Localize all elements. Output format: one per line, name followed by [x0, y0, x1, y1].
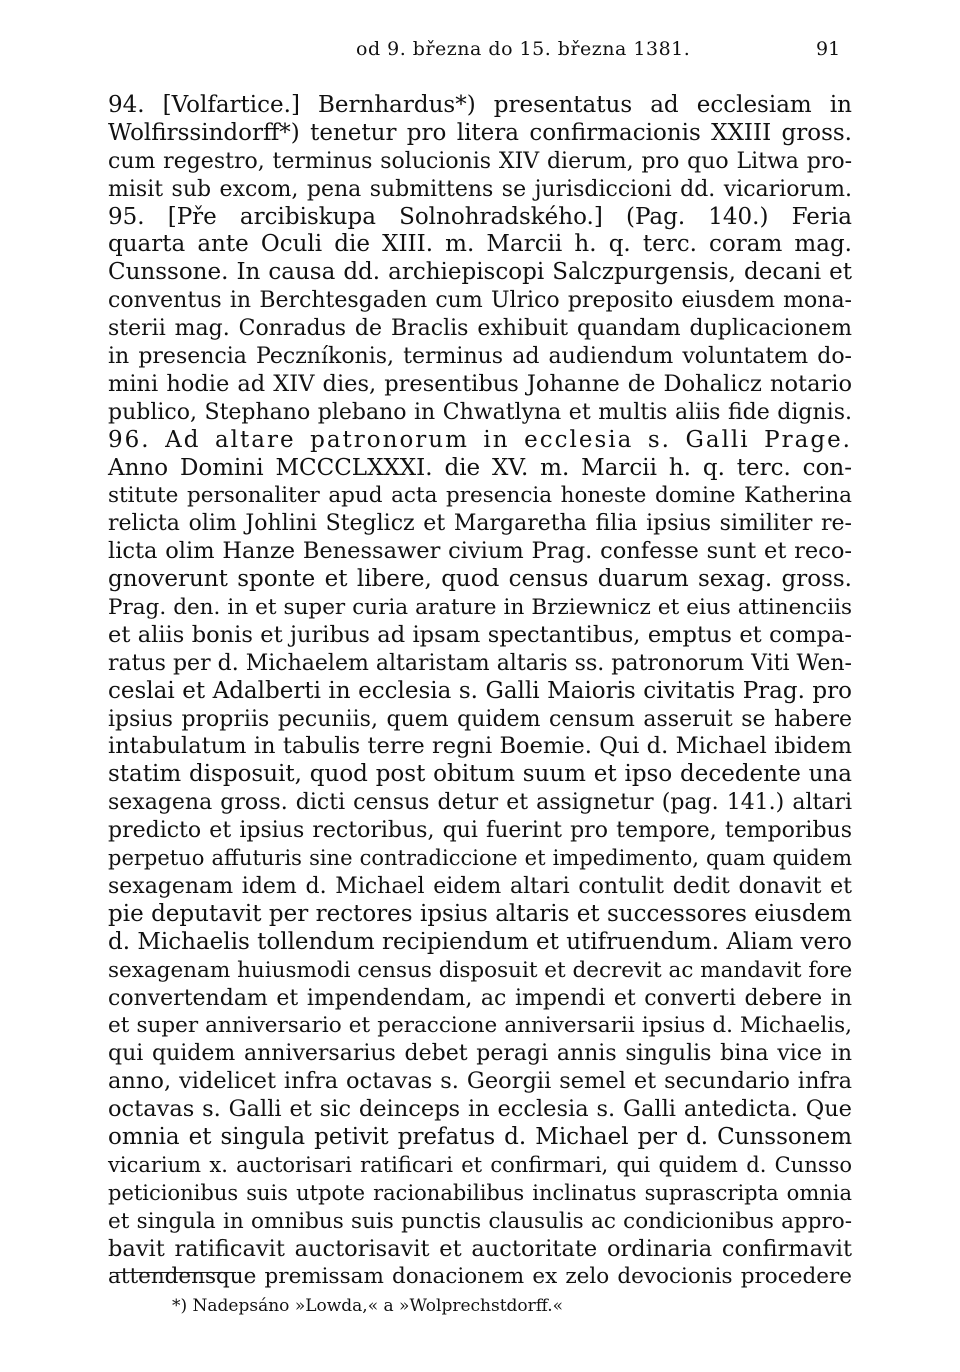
text-line: statim disposuit, quod post obitum suum et ipso decedente una: [108, 761, 852, 788]
section-heading-line: 96. Ad altare patronorum in ecclesia s. Galli Prage.: [108, 426, 852, 453]
text-line: misit sub excom, pena submittens se jurisdiccioni dd. vicariorum.: [108, 176, 852, 202]
text-line: 94. [Volfartice.] Bernhardus*) presentatus ad ecclesiam in: [108, 92, 852, 118]
text-line: Prag. den. in et super curia arature in Brziewnicz et eius attinenciis: [108, 595, 852, 621]
text-line: vicarium x. auctorisari ratificari et confirmari, qui quidem d. Cunsso: [108, 1152, 852, 1177]
text-line: pie deputavit per rectores ipsius altaris et successores eiusdem: [108, 900, 852, 927]
text-line: et singula in omnibus suis punctis clausulis ac condicionibus appro-: [108, 1208, 852, 1234]
text-line: conventus in Berchtesgaden cum Ulrico preposito eiusdem mona-: [108, 288, 852, 314]
text-line: sexagena gross. dicti census detur et assignetur (pag. 141.) altari: [108, 790, 852, 816]
text-line: Cunssone. In causa dd. archiepiscopi Salczpurgensis, decani et: [108, 259, 852, 286]
text-line: Anno Domini MCCCLXXXI. die XV. m. Marcii h. q. terc. con-: [108, 454, 852, 481]
text-line: quarta ante Oculi die XIII. m. Marcii h. q. terc. coram mag.: [108, 231, 852, 258]
footnote-rule: [110, 1272, 236, 1273]
text-line: mini hodie ad XIV dies, presentibus Johanne de Dohalicz notario: [108, 370, 852, 397]
text-line: 95. [Pře arcibiskupa Solnohradského.] (Pag. 140.) Feria: [108, 203, 852, 230]
text-line: in presencia Peczníkonis, terminus ad audiendum voluntatem do-: [108, 344, 852, 370]
text-line: Wolfirssindorff*) tenetur pro litera confirmacionis XXIII gross.: [108, 119, 852, 146]
text-line: publico, Stephano plebano in Chwatlyna et multis aliis fide dignis.: [108, 399, 852, 425]
text-line: d. Michaelis tollendum recipiendum et utifruendum. Aliam vero: [108, 928, 852, 955]
text-line: licta olim Hanze Benessawer civium Prag. confesse sunt et reco-: [108, 538, 852, 565]
text-line: octavas s. Galli et sic deinceps in ecclesia s. Galli antedicta. Que: [108, 1096, 852, 1123]
text-line: et aliis bonis et juribus ad ipsam spectantibus, emptus et compa-: [108, 621, 852, 648]
text-line: qui quidem anniversarius debet peragi annis singulis bina vice in: [108, 1041, 852, 1067]
text-line: intabulatum in tabulis terre regni Boemie. Qui d. Michael ibidem: [108, 733, 852, 760]
running-head: [0, 38, 960, 64]
text-line: stitute personaliter apud acta presencia honeste domine Katherina: [108, 483, 852, 509]
page-number: 91: [816, 38, 841, 60]
text-line: cum regestro, terminus solucionis XIV dierum, pro quo Litwa pro-: [108, 148, 852, 174]
running-title: od 9. března do 15. března 1381.: [356, 38, 691, 60]
main-text: [108, 92, 852, 1291]
text-line: convertendam et impendendam, ac impendi et converti debere in: [108, 985, 852, 1011]
footnote: *) Nadepsáno »Lowda,« a »Wolprechstdorff.«: [172, 1296, 564, 1316]
text-line: sterii mag. Conradus de Braclis exhibuit quandam duplicacionem: [108, 316, 852, 342]
text-line: relicta olim Johlini Steglicz et Margaretha filia ipsius similiter re-: [108, 511, 852, 537]
text-line: attendensque premissam donacionem ex zelo devocionis procedere: [108, 1264, 852, 1290]
text-line: perpetuo affuturis sine contradiccione et impedimento, quam quidem: [108, 846, 852, 871]
text-line: bavit ratificavit auctorisavit et auctoritate ordinaria confirmavit: [108, 1235, 852, 1262]
text-line: sexagenam idem d. Michael eidem altari contulit dedit donavit et: [108, 873, 852, 899]
text-line: et super anniversario et peraccione anniversarii ipsius d. Michaelis,: [108, 1013, 852, 1039]
text-line: ceslai et Adalberti in ecclesia s. Galli Maioris civitatis Prag. pro: [108, 677, 852, 704]
text-line: omnia et singula petivit prefatus d. Michael per d. Cunssonem: [108, 1123, 852, 1150]
text-line: peticionibus suis utpote racionabilibus inclinatus suprascripta omnia: [108, 1180, 852, 1205]
text-line: predicto et ipsius rectoribus, qui fuerint pro tempore, temporibus: [108, 818, 852, 844]
text-line: ipsius propriis pecuniis, quem quidem censum asseruit se habere: [108, 706, 852, 732]
text-line: ratus per d. Michaelem altaristam altaris ss. patronorum Viti Wen-: [108, 650, 852, 676]
text-line: sexagenam huiusmodi census disposuit et decrevit ac mandavit fore: [108, 957, 853, 983]
text-line: anno, videlicet infra octavas s. Georgii semel et secundario infra: [108, 1068, 852, 1095]
text-line: gnoverunt sponte et libere, quod census duarum sexag. gross.: [108, 566, 852, 593]
